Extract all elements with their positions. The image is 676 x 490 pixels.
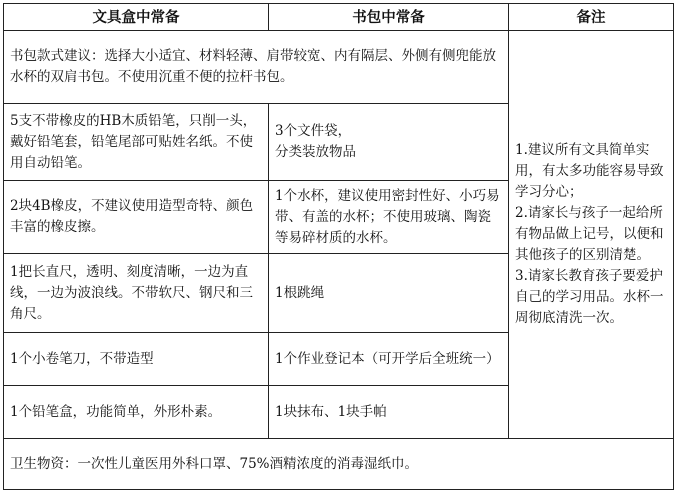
schoolbag-cell: 3个文件袋， 分类装放物品 — [269, 104, 509, 181]
header-notes: 备注 — [509, 4, 674, 31]
schoolbag-cell: 1个作业登记本（可开学后全班统一） — [269, 333, 509, 386]
schoolbag-cell: 1个水杯，建议使用密封性好、小巧易带、有盖的水杯；不使用玻璃、陶瓷等易碎材质的水杯。 — [269, 181, 509, 254]
school-supplies-table — [3, 3, 674, 490]
notes-cell — [509, 31, 674, 439]
stationery-cell: 5支不带橡皮的HB木质铅笔，只削一头，戴好铅笔套，铅笔尾部可贴姓名纸。不使用自动铅笔。 — [4, 104, 269, 181]
stationery-cell: 1把长直尺，透明、刻度清晰，一边为直线，一边为波浪线。不带软尺、钢尺和三角尺。 — [4, 254, 269, 333]
hygiene-supplies: 卫生物资：一次性儿童医用外科口罩、75%酒精浓度的消毒湿纸巾。 — [4, 439, 674, 490]
table-row — [4, 31, 674, 104]
note-item: 1.建议所有文具简单实用，有太多功能容易导致学习分心； — [515, 142, 664, 200]
note-item: 3.请家长教育孩子要爱护自己的学习用品。水杯一周彻底清洗一次。 — [515, 268, 664, 326]
schoolbag-cell: 1根跳绳 — [269, 254, 509, 333]
schoolbag-cell: 1块抹布、1块手帕 — [269, 386, 509, 439]
bag-style-suggestion: 书包款式建议：选择大小适宜、材料轻薄、肩带较宽、内有隔层、外侧有侧兜能放水杯的双肩书包。不使用沉重不便的拉杆书包。 — [4, 31, 509, 104]
stationery-cell: 2块4B橡皮，不建议使用造型奇特、颜色丰富的橡皮擦。 — [4, 181, 269, 254]
table-row — [4, 439, 674, 490]
stationery-cell: 1个铅笔盒，功能简单，外形朴素。 — [4, 386, 269, 439]
note-item: 2.请家长与孩子一起给所有物品做上记号，以便和其他孩子的区别清楚。 — [515, 205, 664, 263]
table-header-row — [4, 4, 674, 31]
header-schoolbag: 书包中常备 — [269, 4, 509, 31]
header-stationery: 文具盒中常备 — [4, 4, 269, 31]
stationery-cell: 1个小卷笔刀，不带造型 — [4, 333, 269, 386]
